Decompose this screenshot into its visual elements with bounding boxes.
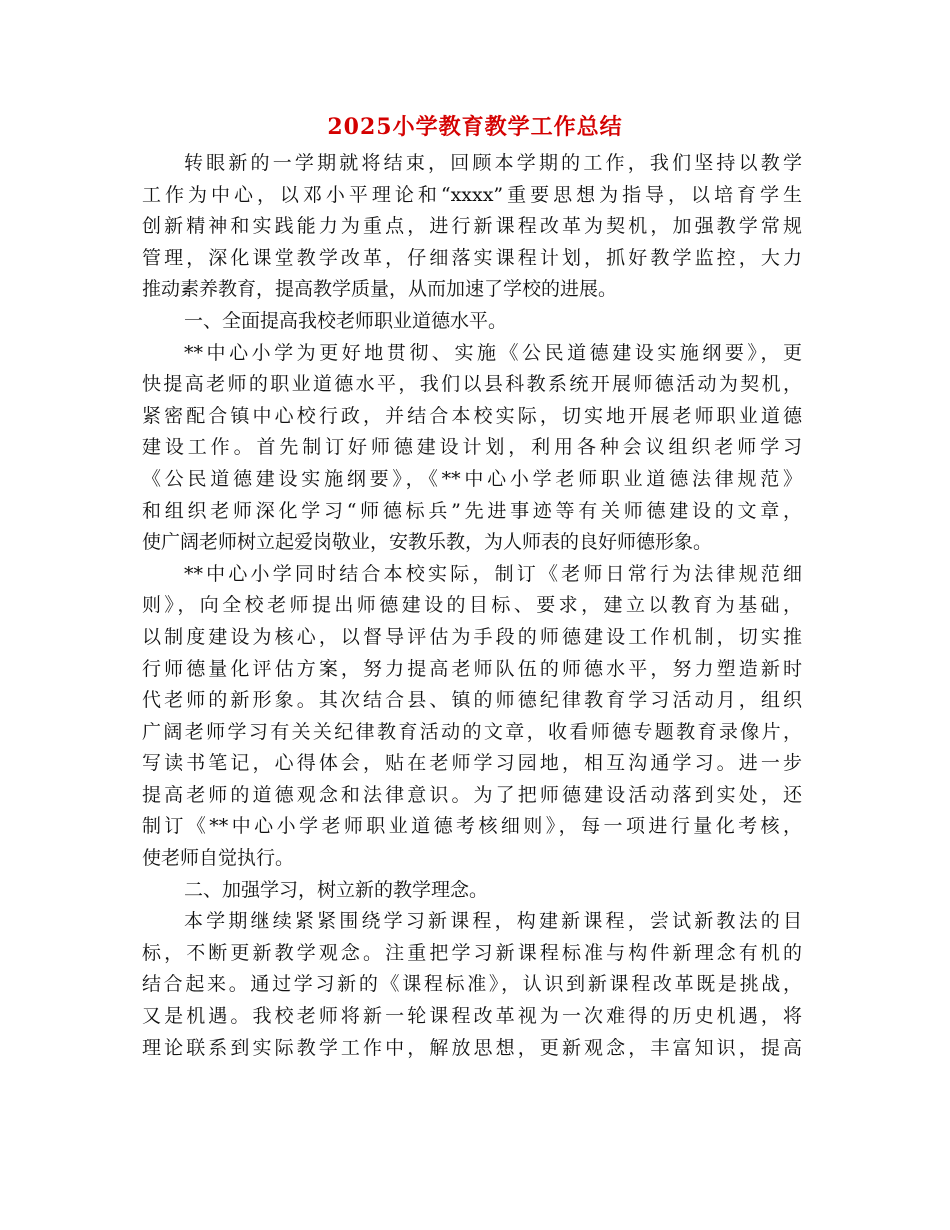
text-line: 转眼新的一学期就将结束，回顾本学期的工作，我们坚持以教学 xyxy=(184,152,802,174)
text-line: **中心小学同时结合本校实际，制订《老师日常行为法律规范细 xyxy=(184,562,802,585)
text-line: 使老师自觉执行。 xyxy=(142,847,295,870)
text-line: 本学期继续紧紧围绕学习新课程，构建新课程，尝试新教法的目 xyxy=(184,910,802,933)
text-line: 快提高老师的职业道德水平，我们以县科教系统开展师德活动为契机， xyxy=(142,373,802,396)
text-line: 二、加强学习，树立新的教学理念。 xyxy=(184,878,489,901)
text-line: 提高老师的道德观念和法律意识。为了把师德建设活动落到实处，还 xyxy=(142,783,802,806)
text-line: 一、全面提高我校老师职业道德水平。 xyxy=(184,309,508,332)
text-line: 以制度建设为核心，以督导评估为手段的师德建设工作机制，切实推 xyxy=(142,625,802,648)
text-line: 行师德量化评估方案，努力提高老师队伍的师德水平，努力塑造新时 xyxy=(142,657,802,680)
text-line: 创新精神和实践能力为重点，进行新课程改革为契机，加强教学常规 xyxy=(142,215,802,238)
text-line: 推动素养教育，提高教学质量，从而加速了学校的进展。 xyxy=(142,278,618,301)
text-line: 和组织老师深化学习“师德标兵”先进事迹等有关师德建设的文章， xyxy=(142,499,802,522)
text-line: 使广阔老师树立起爱岗敬业，安教乐教，为人师表的良好师德形象。 xyxy=(142,531,713,554)
text-line: 写读书笔记，心得体会，贴在老师学习园地，相互沟通学习。进一步 xyxy=(142,752,802,775)
text-line: **中心小学为更好地贯彻、实施《公民道德建设实施纲要》，更 xyxy=(184,341,802,364)
text-line: 则》，向全校老师提出师德建设的目标、要求，建立以教育为基础， xyxy=(142,594,802,617)
text-line: 理论联系到实际教学工作中，解放思想，更新观念，丰富知识，提高 xyxy=(142,1036,802,1059)
text-line: 工作为中心，以邓小平理论和“xxxx”重要思想为指导，以培育学生 xyxy=(142,183,802,206)
text-line: 标，不断更新教学观念。注重把学习新课程标准与构件新理念有机的 xyxy=(142,941,802,964)
document-body xyxy=(142,148,802,1064)
text-line: 又是机遇。我校老师将新一轮课程改革视为一次难得的历史机遇，将 xyxy=(142,1005,802,1028)
text-line: 管理，深化课堂教学改革，仔细落实课程计划，抓好教学监控，大力 xyxy=(142,246,802,269)
text-line: 紧密配合镇中心校行政，并结合本校实际，切实地开展老师职业道德 xyxy=(142,404,802,427)
text-line: 《公民道德建设实施纲要》，《**中心小学老师职业道德法律规范》 xyxy=(142,467,802,490)
text-line: 制订《**中心小学老师职业道德考核细则》，每一项进行量化考核， xyxy=(142,815,802,838)
text-line: 代老师的新形象。其次结合县、镇的师德纪律教育学习活动月，组织 xyxy=(142,689,802,712)
text-line: 建设工作。首先制订好师德建设计划，利用各种会议组织老师学习 xyxy=(142,436,802,459)
document-title: 2025小学教育教学工作总结 xyxy=(327,114,623,140)
text-line: 广阔老师学习有关关纪律教育活动的文章，收看师德专题教育录像片， xyxy=(142,720,802,743)
text-line: 结合起来。通过学习新的《课程标准》，认识到新课程改革既是挑战， xyxy=(142,973,802,996)
